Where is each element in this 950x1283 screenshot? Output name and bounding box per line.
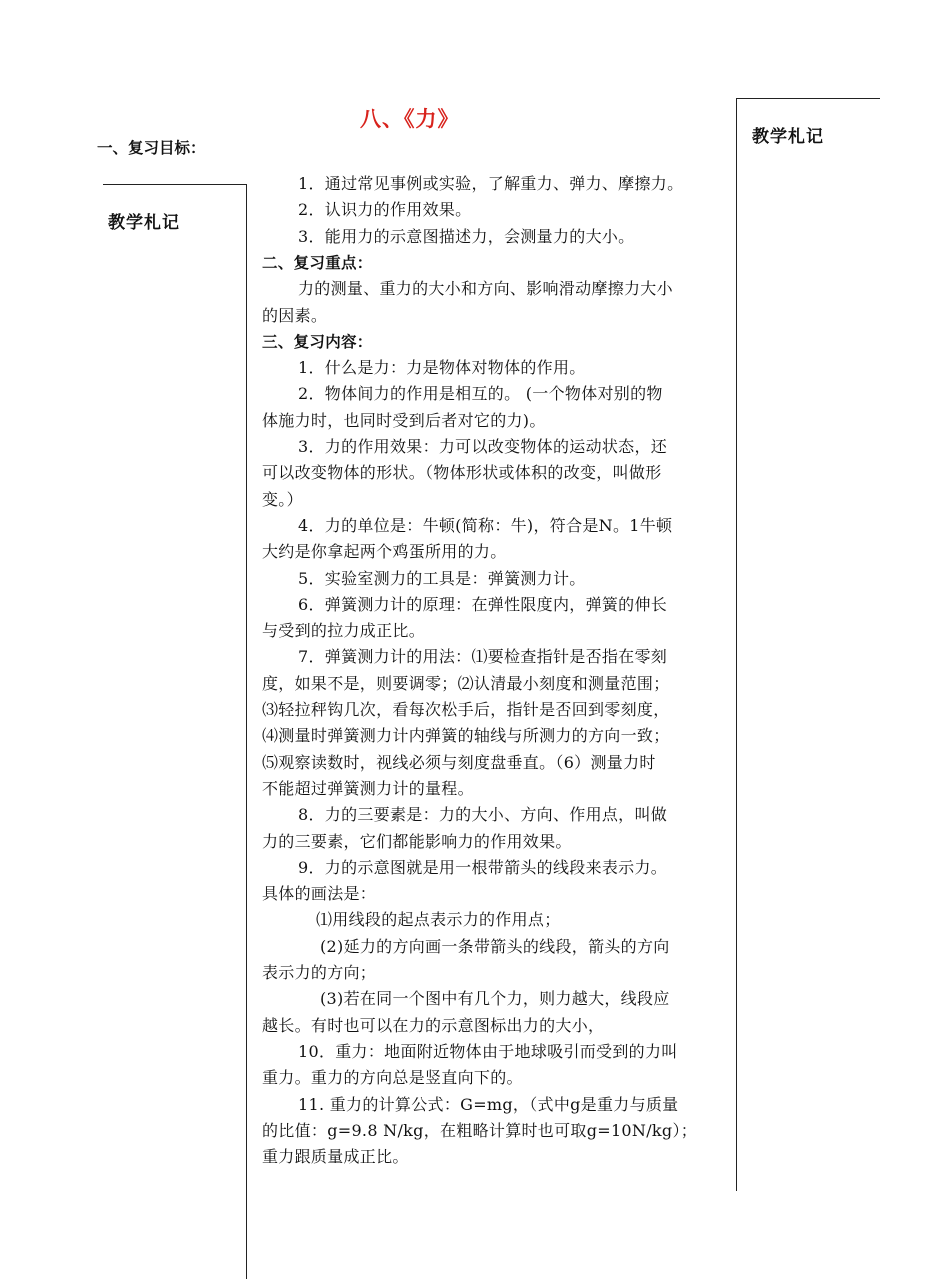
left-notes-divider — [246, 184, 247, 1279]
section-heading: 三、复习内容： — [262, 332, 373, 351]
text-line: 越长。有时也可以在力的示意图标出力的大小， — [262, 1015, 605, 1035]
text-line: 重力跟质量成正比。 — [262, 1147, 409, 1167]
text-line: 不能超过弹簧测力计的量程。 — [262, 778, 474, 798]
text-line: 4．力的单位是：牛顿(简称：牛)，符合是N。1牛顿 — [298, 515, 673, 535]
text-line: 力的三要素，它们都能影响力的作用效果。 — [262, 831, 572, 851]
text-line: 大约是你拿起两个鸡蛋所用的力。 — [262, 542, 507, 562]
text-line: 9．力的示意图就是用一根带箭头的线段来表示力。 — [298, 857, 668, 877]
text-line: ⑶轻拉秤钩几次，看每次松手后，指针是否回到零刻度， — [262, 700, 670, 719]
right-notes-top-rule — [736, 98, 880, 99]
text-line: 1．通过常见事例或实验，了解重力、弹力、摩擦力。 — [298, 174, 684, 193]
text-line: 重力。重力的方向总是竖直向下的。 — [262, 1068, 523, 1088]
text-line: 力的测量、重力的大小和方向、影响滑动摩擦力大小 — [298, 279, 673, 299]
text-line: ⑸观察读数时，视线必须与刻度盘垂直。（6）测量力时 — [262, 752, 656, 772]
text-line: 具体的画法是： — [262, 884, 377, 904]
text-line: 10．重力：地面附近物体由于地球吸引而受到的力叫 — [298, 1041, 678, 1061]
text-line: 与受到的拉力成正比。 — [262, 621, 426, 641]
text-line: 8．力的三要素是：力的大小、方向、作用点，叫做 — [298, 805, 668, 825]
text-line: 度，如果不是，则要调零；⑵认清最小刻度和测量范围； — [262, 673, 670, 693]
text-line: 3．力的作用效果：力可以改变物体的运动状态，还 — [298, 437, 668, 456]
text-line: 3．能用力的示意图描述力，会测量力的大小。 — [298, 226, 635, 246]
text-line: 6．弹簧测力计的原理：在弹性限度内，弹簧的伸长 — [298, 594, 668, 614]
text-line: 表示力的方向； — [262, 963, 377, 982]
left-notes-label: 教学札记 — [108, 213, 180, 233]
section-heading: 二、复习重点： — [262, 253, 373, 272]
text-line: ⑴用线段的起点表示力的作用点； — [316, 910, 561, 930]
left-notes-top-rule — [103, 184, 247, 185]
right-notes-divider — [736, 98, 737, 1191]
text-line: 的因素。 — [262, 305, 328, 325]
text-line: 1．什么是力：力是物体对物体的作用。 — [298, 358, 586, 378]
document-title: 八、《力》 — [360, 107, 460, 131]
text-line: 2．认识力的作用效果。 — [298, 200, 472, 220]
text-line: (2)延力的方向画一条带箭头的线段，箭头的方向 — [320, 936, 670, 956]
text-line: (3)若在同一个图中有几个力，则力越大，线段应 — [320, 989, 670, 1009]
text-line: 5．实验室测力的工具是：弹簧测力计。 — [298, 568, 586, 588]
text-line: ⑷测量时弹簧测力计内弹簧的轴线与所测力的方向一致； — [262, 726, 670, 746]
text-line: 2．物体间力的作用是相互的。 (一个物体对别的物 — [298, 384, 663, 404]
text-line: 可以改变物体的形状。（物体形状或体积的改变，叫做形 — [262, 463, 662, 483]
text-line: 的比值：g=9.8 N/kg，在粗略计算时也可取g=10N/kg）； — [262, 1120, 698, 1140]
text-line: 11. 重力的计算公式：G=mg，（式中g是重力与质量 — [298, 1094, 679, 1114]
review-goals-heading: 一、复习目标： — [97, 139, 206, 157]
right-notes-label: 教学札记 — [752, 127, 824, 147]
text-line: 变。） — [262, 489, 303, 509]
text-line: 体施力时，也同时受到后者对它的力)。 — [262, 410, 546, 430]
text-line: 7．弹簧测力计的用法：⑴要检查指针是否指在零刻 — [298, 647, 668, 667]
